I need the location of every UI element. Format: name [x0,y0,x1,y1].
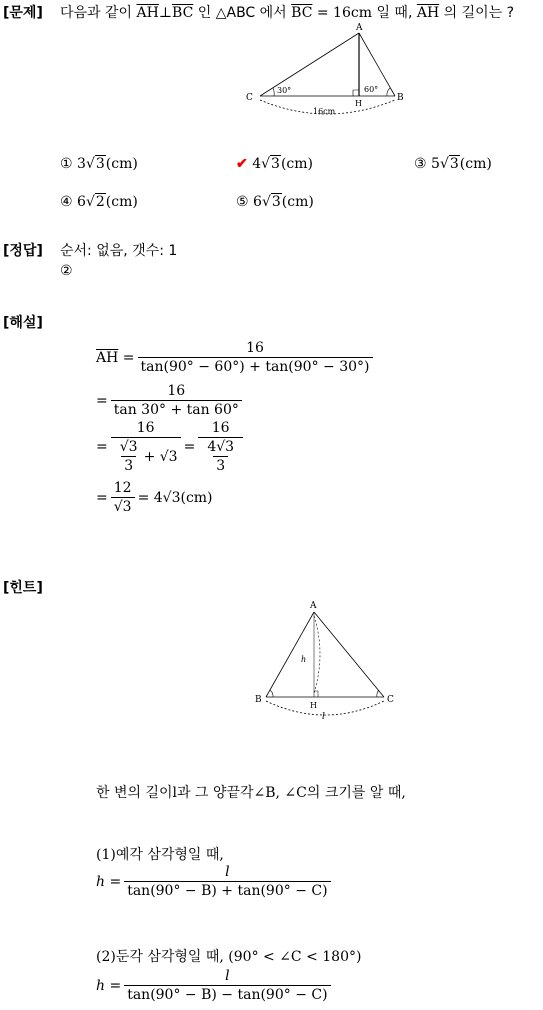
fraction-3 [111,420,181,474]
case-1-formula [96,864,334,899]
case-2-den: tan(90° − B) − tan(90° − C) [124,985,330,1003]
hint-side-ba [266,612,314,697]
explanation-eq-5: = [96,489,108,506]
choice-4-unit: (cm) [105,194,138,210]
problem-text-mid1: 인 △ABC 에서 [197,5,287,21]
explanation-eq-3: = [96,439,108,455]
angle-b-arc [387,88,390,96]
hint-l-brace [266,701,384,715]
explanation-label: [해설] [3,315,43,331]
case-1-fraction [124,864,330,899]
case-2-formula [96,968,334,1003]
choice-2-sqrt: √3 [261,156,280,172]
choice-3-number: ③ [414,156,427,172]
fraction-5-den: √3 [111,497,135,515]
fraction-3-inner [117,439,141,474]
choice-3-coef: 5 [431,156,440,172]
explanation-line-3 [96,420,246,474]
fraction-5 [111,480,135,515]
answer-label: [정답] [3,243,43,259]
choice-3-unit: (cm) [459,156,492,172]
hint-label-b: B [255,695,262,705]
choice-2-unit: (cm) [280,156,313,172]
problem-text-suffix: 의 길이는 ? [443,5,515,21]
hint-label-h: H [310,701,317,710]
fraction-3-inner-num: √3 [119,439,138,455]
fraction-1 [138,340,373,375]
hint-label-height: h [301,655,307,664]
explanation-line-2 [96,383,245,418]
fraction-1-den: tan(90° − 60°) + tan(90° − 30°) [138,357,373,375]
label-angle-b: 60° [364,85,379,94]
hint-triangle-figure [248,594,398,724]
case-1-lhs: h = [96,873,122,890]
case-1-title: (1)예각 삼각형일 때, [96,847,224,863]
choice-1[interactable] [60,156,138,172]
case-2-title: (2)둔각 삼각형일 때, (90° < ∠C < 180°) [96,949,362,965]
choice-1-coef: 3 [77,156,86,172]
fraction-2-num: 16 [167,383,186,399]
choice-2-coef: 4 [252,156,262,172]
problem-eq-value: = 16cm [316,5,372,21]
hint-angle-b-arc [270,690,273,697]
fraction-3-num: 16 [136,420,155,436]
choice-5-number: ⑤ [236,194,249,210]
label-c: C [246,93,253,103]
fraction-4-inner [204,439,237,474]
choice-4-coef: 6 [77,194,86,210]
choice-2-radicand: 3 [271,156,280,172]
choice-3[interactable] [414,156,492,172]
choice-5-radicand: 3 [271,194,281,210]
fraction-3-inner-den: 3 [121,456,136,474]
perp-symbol: ⊥ [158,5,173,21]
right-angle-mark [353,90,359,96]
fraction-2 [111,383,242,418]
explanation-eq-4: = [183,439,196,455]
explanation-eq-1: = [122,349,135,366]
side-ca [260,33,359,96]
fraction-4-den [198,437,243,474]
choice-3-radicand: 3 [449,156,459,172]
hint-label-c: C [387,695,394,705]
label-b: B [397,93,404,103]
choice-4-radicand: 2 [95,194,105,210]
case-2-lhs: h = [96,977,122,994]
case-2-fraction [124,968,330,1003]
fraction-4-inner-den: 3 [213,456,228,474]
fraction-4-inner-num: 4√3 [207,439,235,455]
fraction-3-den-b: + √3 [143,448,178,465]
choice-5-unit: (cm) [281,194,314,210]
choice-1-unit: (cm) [105,156,138,172]
choice-5[interactable] [236,194,314,210]
choice-4[interactable] [60,194,138,210]
triangle-figure [240,20,410,120]
explanation-line-1 [96,340,376,375]
fraction-4-num: 16 [211,420,230,436]
fraction-4 [198,420,243,474]
hint-h-brace [314,616,320,693]
choice-4-number: ④ [60,194,73,210]
hint-label-a: A [310,601,317,611]
check-icon: ✔ [236,156,248,172]
answer-value: ② [60,263,73,279]
answer-info: 순서: 없음, 갯수: 1 [60,243,178,259]
explanation-line-4 [96,480,213,515]
case-2-num: l [225,968,230,984]
label-h: H [355,99,362,108]
fraction-1-num: 16 [246,340,264,356]
hint-side-ac [314,612,384,697]
choice-1-sqrt: √3 [85,156,105,172]
problem-text [60,2,514,22]
fraction-3-den [111,437,181,474]
angle-c-arc [273,88,274,96]
hint-sentence: 한 변의 길이l과 그 양끝각∠B, ∠C의 크기를 알 때, [96,785,406,801]
choice-1-number: ① [60,156,73,172]
segment-ah: $\overline{AH}$ [136,5,159,21]
choice-1-radicand: 3 [95,156,105,172]
choice-2[interactable] [236,156,313,172]
fraction-2-den: tan 30° + tan 60° [111,400,242,418]
problem-text-prefix: 다음과 같이 [60,5,133,21]
problem-label: [문제] [3,5,43,21]
explanation-eq-2: = [96,392,108,409]
segment-ah-2: $\overline{AH}$ [416,5,440,21]
segment-bc: $\overline{BC}$ [172,5,194,21]
case-1-den: tan(90° − B) + tan(90° − C) [124,881,330,899]
explanation-result: = 4√3(cm) [137,489,213,506]
choice-5-coef: 6 [253,194,262,210]
choice-4-sqrt: √2 [85,194,105,210]
hint-label: [힌트] [3,580,43,596]
explanation-lhs: $\overline{AH}$ [96,349,119,366]
choice-3-sqrt: √3 [439,156,459,172]
problem-text-mid2: 일 때, [376,5,413,21]
hint-label-length: l [322,712,325,722]
label-angle-c: 30° [277,86,292,95]
case-1-num: l [225,864,230,880]
choice-5-sqrt: √3 [261,194,281,210]
fraction-5-num: 12 [113,480,132,496]
label-length: 16cm [313,107,336,116]
label-a: A [356,23,363,33]
segment-bc-2: $\overline{BC}$ [291,5,313,21]
